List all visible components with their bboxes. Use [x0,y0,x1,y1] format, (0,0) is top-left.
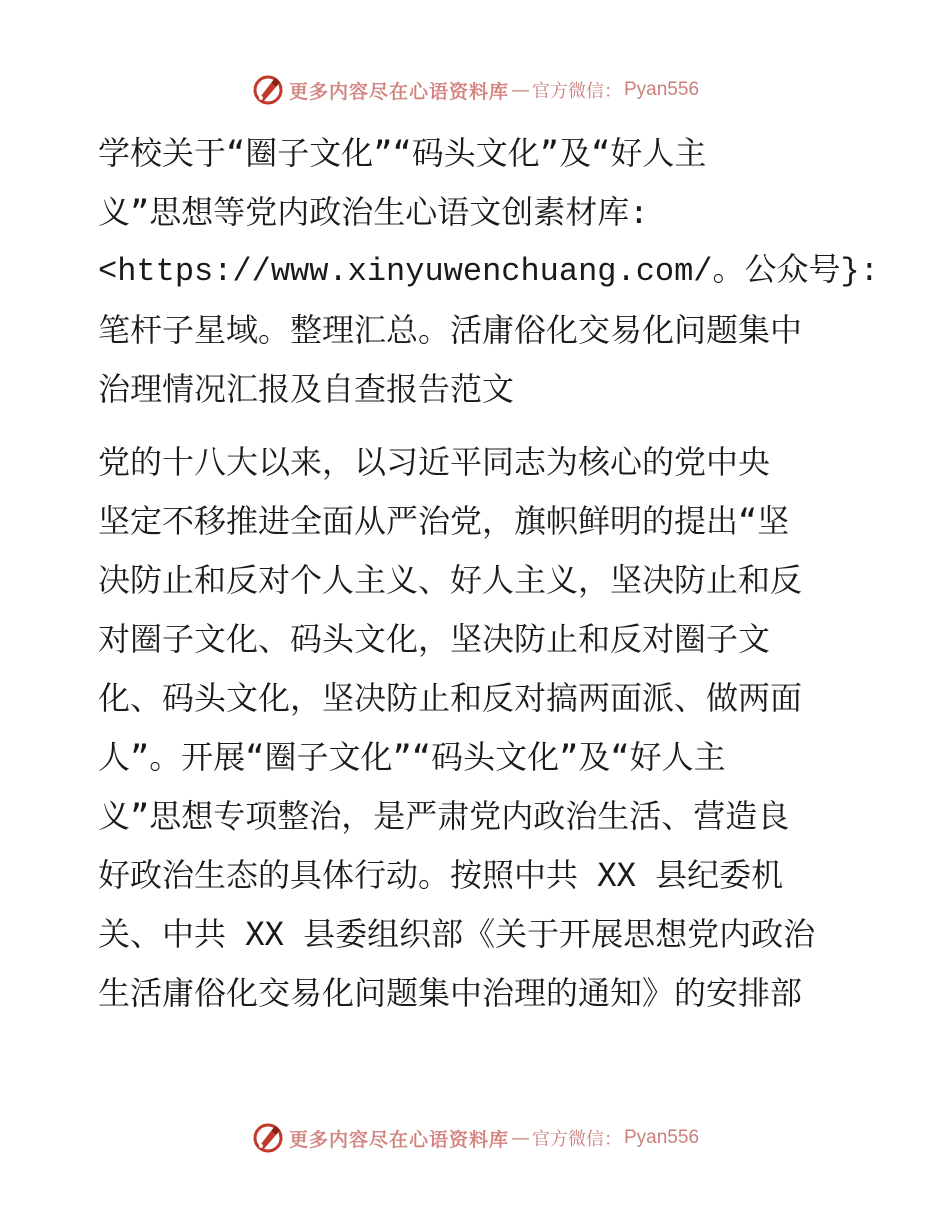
text-line: 生活庸俗化交易化问题集中治理的通知》的安排部 [98,974,803,1012]
header-watermark [0,70,950,110]
text-line: 化、码头文化，坚决防止和反对搞两面派、做两面 [98,679,803,717]
pen-logo-icon [251,1121,285,1155]
pen-logo-icon [251,73,285,107]
text-line: 党的十八大以来，以习近平同志为核心的党中央 [98,443,771,481]
watermark-wechat-id: Pyan556 [624,1127,700,1148]
watermark-separator: — [511,79,530,101]
paragraph-body [98,433,858,1023]
text-line: 对圈子文化、码头文化，坚决防止和反对圈子文 [98,620,771,658]
text-line: 人”。开展“圈子文化”“码头文化”及“好人主 [98,738,726,776]
watermark-label: 官方微信： [532,1129,622,1150]
text-line: 笔杆子星域。整理汇总。活庸俗化交易化问题集中 [98,311,803,349]
watermark-wechat-id: Pyan556 [624,79,700,100]
watermark-separator: — [511,1127,530,1149]
text-line: 治理情况汇报及自查报告范文 [98,370,515,408]
text-line: 好政治生态的具体行动。按照中共 XX 县纪委机 [98,856,784,894]
watermark-label: 官方微信： [532,81,622,102]
text-line: 关、中共 XX 县委组织部《关于开展思想党内政治 [98,915,816,953]
footer-watermark [0,1118,950,1158]
document-body [98,124,879,1023]
text-line: 义”思想专项整治，是严肃党内政治生活、营造良 [98,797,790,835]
text-line: 义”思想等党内政治生心语文创素材库: [98,193,649,231]
watermark-main-text: 更多内容尽在心语资料库 [288,1128,509,1151]
text-line-url: <https://www.xinyuwenchuang.com/。公众号}: [98,253,879,290]
text-line: 决防止和反对个人主义、好人主义，坚决防止和反 [98,561,803,599]
watermark-main-text: 更多内容尽在心语资料库 [288,80,509,103]
paragraph-title [98,124,879,419]
text-line: 学校关于“圈子文化”“码头文化”及“好人主 [98,134,707,172]
text-line: 坚定不移推进全面从严治党，旗帜鲜明的提出“坚 [98,502,790,540]
